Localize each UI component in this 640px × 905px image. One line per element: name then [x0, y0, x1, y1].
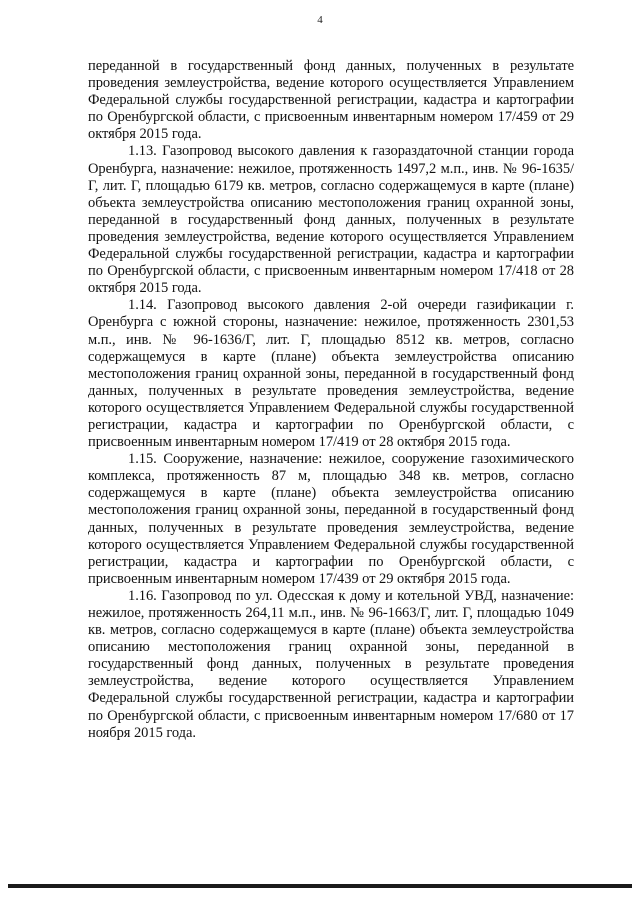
footer-rule: [8, 884, 632, 888]
paragraph-continuation: переданной в государственный фонд данных, полученных в результате проведения землеустройства, ведение которого осуществляется Управлением Федеральной службы государственной регистрации, кадастра и картографии по Оренбургской области, с присвоенным инвентарным номером 17/459 от 29 октября 2015 года.: [88, 58, 574, 143]
paragraph-item-1-14: 1.14. Газопровод высокого давления 2-ой очереди газификации г. Оренбурга с южной стороны, назначение: нежилое, протяженность 2301,53 м.п., инв. № 96-1636/Г, лит. Г, площадью 8512 кв. метров, согласно содержащемуся в карте (плане) объекта землеустройства описанию местоположения границ охранной зоны, переданной в государственный фонд данных, полученных в результате проведения землеустройства, ведение которого осуществляется Управлением Федеральной службы государственной регистрации, кадастра и картографии по Оренбургской области, с присвоенным инвентарным номером 17/419 от 28 октября 2015 года.: [88, 297, 574, 451]
paragraph-item-1-15: 1.15. Сооружение, назначение: нежилое, сооружение газохимического комплекса, протяженность 87 м, площадью 348 кв. метров, согласно содержащемуся в карте (плане) объекта землеустройства описанию местоположения границ охранной зоны, переданной в государственный фонд данных, полученных в результате проведения землеустройства, ведение которого осуществляется Управлением Федеральной службы государственной регистрации, кадастра и картографии по Оренбургской области, с присвоенным инвентарным номером 17/439 от 29 октября 2015 года.: [88, 451, 574, 587]
page-number: 4: [317, 14, 323, 26]
paragraph-item-1-16: 1.16. Газопровод по ул. Одесская к дому и котельной УВД, назначение: нежилое, протяженность 264,11 м.п., инв. № 96-1663/Г, лит. Г, площадью 1049 кв. метров, согласно содержащемуся в карте (плане) объекта землеустройства описанию местоположения границ охранной зоны, переданной в государственный фонд данных, полученных в результате проведения землеустройства, ведение которого осуществляется Управлением Федеральной службы государственной регистрации, кадастра и картографии по Оренбургской области, с присвоенным инвентарным номером 17/680 от 17 ноября 2015 года.: [88, 587, 574, 741]
paragraph-item-1-13: 1.13. Газопровод высокого давления к газораздаточной станции города Оренбурга, назначение: нежилое, протяженность 1497,2 м.п., инв. № 96-1635/Г, лит. Г, площадью 6179 кв. метров, согласно содержащемуся в карте (плане) объекта землеустройства описанию местоположения границ охранной зоны, переданной в государственный фонд данных, полученных в результате проведения землеустройства, ведение которого осуществляется Управлением Федеральной службы государственной регистрации, кадастра и картографии по Оренбургской области, с присвоенным инвентарным номером 17/418 от 28 октября 2015 года.: [88, 143, 574, 297]
document-body: [88, 58, 574, 742]
